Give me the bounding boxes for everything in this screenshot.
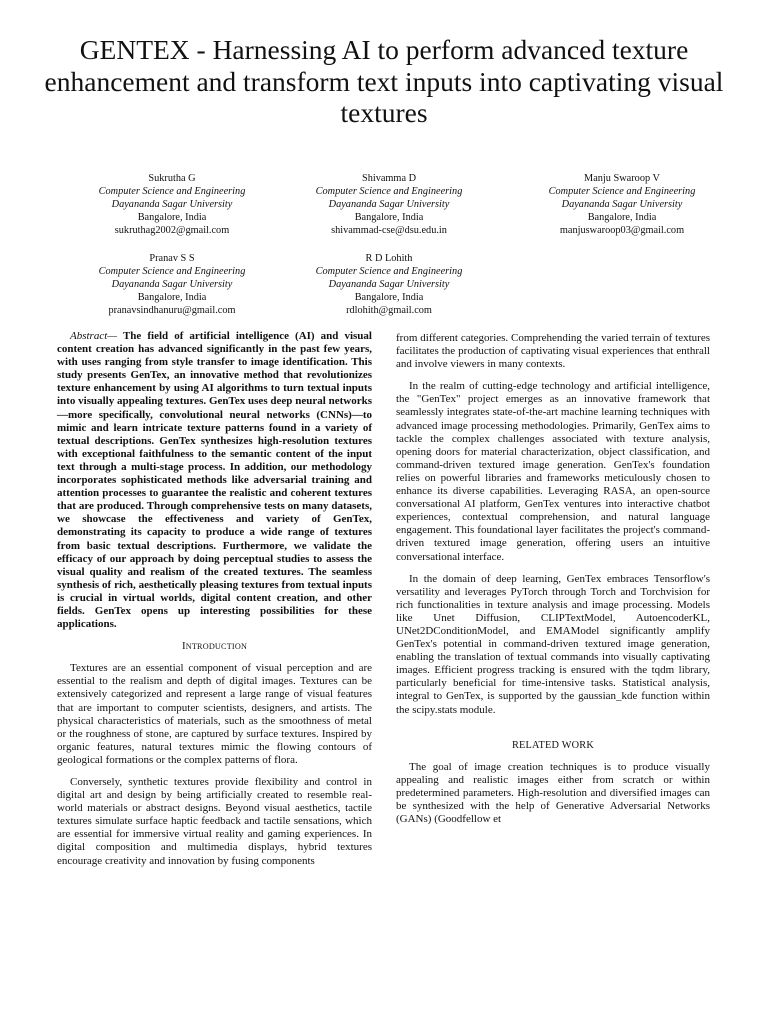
author-department: Computer Science and Engineering (98, 266, 246, 277)
paragraph: In the domain of deep learning, GenTex embraces Tensorflow's versatility and leverages PyTorch through Torch and Torchvision for rich functionalities in texture analysis and image processing. Models like Unet Diffusion, CLIPTextModel, AutoencoderKL, UNet2DConditionModel, and EMAModel significantly amplify GenTex's potential in command-driven textured image generation, enabling the translation of textual commands into visually captivating images. Efficient progress tracking is ensured with the tqdm library, particularly beneficial for time-intensive tasks. Statistical analysis, integral to GenTex, is supported by the gaussian_kde function within the scipy.stats module. (396, 572, 710, 716)
paragraph: Textures are an essential component of visual perception and are essential to the realism and depth of digital images. Textures can be extensively categorized and represent a large range of visual features that are important to computer scientists, designers, and artists. The physical characteristics of materials, such as the smoothness of metal or the roughness of stone, are captured by surface textures. Inspired by organic features, natural textures mimic the flowing contours of geological formations or the complex patterns of flora. (57, 662, 372, 766)
author-location: Bangalore, India (587, 212, 657, 223)
author-3 (502, 172, 742, 237)
author-5 (269, 252, 509, 317)
author-name: Shivamma D (361, 173, 417, 184)
author-4 (52, 252, 292, 317)
author-location: Bangalore, India (137, 212, 207, 223)
author-department: Computer Science and Engineering (98, 186, 246, 197)
right-column (396, 332, 710, 835)
author-department: Computer Science and Engineering (548, 186, 696, 197)
abstract (57, 330, 372, 631)
abstract-text: The field of artificial intelligence (AI) and visual content creation has advanced significantly in the past few years, with uses ranging from style transfer to image identification. This study presents GenTex, an innovative method that revolutionizes texture enhancement by using AI algorithms to turn textual inputs into visually appealing textures. GenTex uses deep neural networks—more specifically, convolutional neural networks (CNNs)—to mimic and learn intricate texture patterns found in a variety of textual descriptions. GenTex synthesizes high-resolution textures with exceptional faithfulness to the semantic content of the input text through a multi-stage process. In addition, our methodology incorporates sophisticated methods like adversarial training and attention processes to guarantee the realistic and coherent textures that are produced. Through comprehensive tests on many datasets, we showcase the effectiveness and variety of GenTex, demonstrating its capacity to produce a wide range of textures from basic textual descriptions. Furthermore, we validate the efficacy of our approach by doing perceptual studies to assess the visual quality and realism of the created textures. The seamless synthesis of rich, aesthetically pleasing textures from textual inputs is crucial in virtual worlds, digital content creation, and other fields. GenTex opens up interesting possibilities for these applications. (57, 330, 372, 631)
author-university: Dayananda Sagar University (328, 199, 450, 210)
author-email: rdlohith@gmail.com (346, 305, 432, 316)
author-name: Sukrutha G (148, 173, 196, 184)
section-heading-related-work: RELATED WORK (511, 739, 594, 751)
author-email: manjuswaroop03@gmail.com (559, 225, 685, 236)
paragraph: Conversely, synthetic textures provide flexibility and control in digital art and design by being artificially created to resemble real-world materials or abstract designs. Beyond visual aesthetics, tactile textures simulate surface haptic feedback and tactile sensations, which are essential for immersive virtual reality and gaming experiences. In digital composition and multimedia displays, hybrid textures encourage creativity and innovation by fusing components (57, 776, 372, 867)
section-heading-introduction: INTRODUCTION (181, 640, 248, 653)
author-department: Computer Science and Engineering (315, 186, 463, 197)
author-name: R D Lohith (365, 253, 413, 264)
author-location: Bangalore, India (354, 292, 424, 303)
author-name: Manju Swaroop V (584, 173, 660, 184)
author-location: Bangalore, India (354, 212, 424, 223)
author-email: sukruthag2002@gmail.com (114, 225, 230, 236)
author-1 (52, 172, 292, 237)
author-name: Pranav S S (149, 253, 195, 264)
author-email: pranavsindhanuru@gmail.com (108, 305, 236, 316)
author-university: Dayananda Sagar University (111, 199, 233, 210)
left-column (57, 330, 372, 877)
author-department: Computer Science and Engineering (315, 266, 463, 277)
author-location: Bangalore, India (137, 292, 207, 303)
paragraph: In the realm of cutting-edge technology and artificial intelligence, the "GenTex" project emerges as an innovative framework that seamlessly integrates state-of-the-art machine learning techniques with advanced image processing methodologies. Primarily, GenTex aims to tackle the complex challenges associated with texture analysis, opening doors for material characterization, object classification, and command-driven textured image generation. GenTex's foundation relies on powerful libraries and frameworks meticulously chosen to enhance its diverse capabilities. Leveraging RASA, an open-source conversational AI platform, GenTex ventures into interactive chatbot experiences, contextual comprehension, and natural language engagement. This foundational layer facilitates the project's command-driven textured image generation, offering users an intuitive conversational interface. (396, 380, 710, 563)
author-university: Dayananda Sagar University (111, 279, 233, 290)
paper-title: GENTEX - Harnessing AI to perform advanced texture enhancement and transform text inputs into captivating visual textures (44, 34, 724, 128)
paragraph: The goal of image creation techniques is to produce visually appealing and realistic images either from scratch or within predetermined parameters. High-resolution and diversified images can be synthesized with the help of Generative Adversarial Networks (GANs) (Goodfellow et (396, 760, 710, 826)
author-email: shivammad-cse@dsu.edu.in (331, 225, 447, 236)
author-university: Dayananda Sagar University (328, 279, 450, 290)
paragraph: from different categories. Comprehending the varied terrain of textures facilitates the production of captivating visual experiences that enthrall and involve viewers in many contexts. (396, 332, 710, 371)
author-2 (269, 172, 509, 237)
author-university: Dayananda Sagar University (561, 199, 683, 210)
abstract-label: Abstract— (70, 330, 118, 342)
